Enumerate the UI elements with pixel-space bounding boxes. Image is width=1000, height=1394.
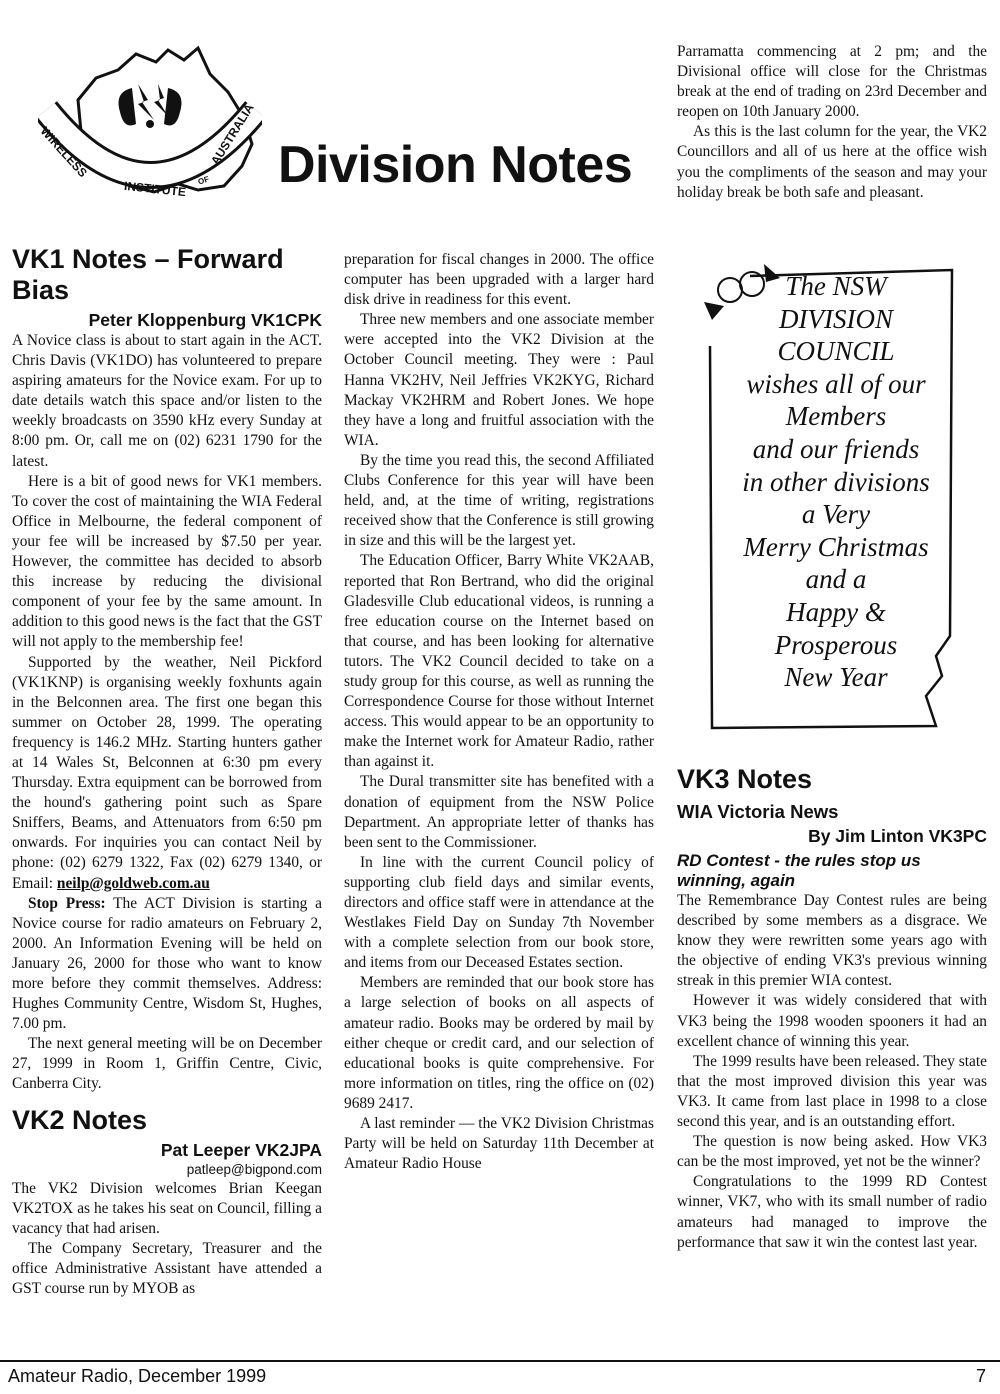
vk2-paragraph-3: preparation for fiscal changes in 2000. The office computer has been upgraded with a larger hard disk drive in readiness for this event.	[344, 251, 654, 309]
stop-press-label: Stop Press:	[28, 894, 106, 912]
greeting-line: COUNCIL	[777, 336, 895, 367]
vk2-paragraph-2: The Company Secretary, Treasurer and the office Administrative Assistant have attended a GST course run by MYOB as	[12, 1239, 322, 1298]
vk2-paragraph-4: Three new members and one associate member were accepted into the VK2 Division at the October Council meeting. They were : Paul Hanna VK2HV, Neil Jeffries VK2KYG, Richard Mackay VK2HRM and Robert Jones. We hope they have a long and fruitful association with the WIA.	[344, 311, 654, 449]
greeting-text	[730, 270, 942, 694]
logo-text-of: OF	[196, 174, 211, 187]
vk1-paragraph-2: Here is a bit of good news for VK1 members. To cover the cost of maintaining the WIA Federal Office in Melbourne, the federal component of your fee will be increased by $7.50 per year. However, the committee has decided to absorb this increase by reducing the divisional component of your fee by the same amount. In addition to this good news is the fact that the GST will not apply to the membership fee!	[12, 472, 322, 651]
column-3-top	[677, 42, 987, 203]
vk3-paragraph-3: The 1999 results have been released. They state that the most improved division this year was VK3. It came from last place in 1998 to a close second this year, and is an outstanding effort.	[677, 1052, 987, 1131]
vk3-paragraph-4: The question is now being asked. How VK3 can be the most improved, yet not be the winner?	[677, 1133, 987, 1171]
vk3-paragraph-1: The Remembrance Day Contest rules are being described by some members as a disgrace. We know they were rewritten some years ago with the objective of ending VK3's previous winning streak in this premier WIA contest.	[677, 892, 987, 990]
vk1-email-link[interactable]: neilp@goldweb.com.au	[56, 874, 210, 892]
vk3-paragraph-5: Congratulations to the 1999 RD Contest winner, VK7, who with its small number of radio amateurs had managed to improve the performance that saw it win the contest last year.	[677, 1173, 987, 1251]
vk3-paragraph-2: However it was widely considered that with VK3 being the 1998 wooden spooners it had an excellent chance of winning this year.	[677, 992, 987, 1050]
greeting-line: a Very	[801, 499, 871, 530]
logo-text-australia: AUSTRALIA	[208, 101, 257, 168]
greeting-line: and a	[805, 564, 867, 595]
column-1	[12, 244, 322, 1299]
column-3-bottom	[677, 764, 987, 1253]
wia-logo	[38, 40, 262, 208]
vk2-paragraph-1: The VK2 Division welcomes Brian Keegan VK2TOX as he takes his seat on Council, filling a vacancy that had arisen.	[12, 1179, 322, 1237]
greeting-line: Merry Christmas	[743, 531, 929, 562]
vk2-paragraph-11: Parramatta commencing at 2 pm; and the Divisional office will close for the Christmas break at the end of trading on 23rd December and reopen on 10th January 2000.	[677, 43, 987, 121]
vk2-paragraph-6: The Education Officer, Barry White VK2AAB, reported that Ron Bertrand, who did the original Gladesville Club educational videos, is running a free education course on the Internet based on that course, and has been looking for alternative tutors. The VK2 Council decided to take on a study group for this course, as well as running the Correspondence Course for those without Internet access. This would appear to be an opportunity to make the Internet work for Amateur Radio, rather than against it.	[344, 552, 654, 771]
greeting-line: in other divisions	[742, 466, 930, 497]
vk1-paragraph-3-text: Supported by the weather, Neil Pickford (VK1KNP) is organising weekly foxhunts again in the Belconnen area. The first one began this summer on October 28, 1999. The operating frequency is 146.2 MHz. Starting hunters gather at 14 Wales St, Belconnen at 6:30 pm every Thursday. Extra equipment can be borrowed from the hound's gathering point such as Spare Sniffers, Beams, and Attenuators from 6:50 pm onwards. For inquiries you can contact Neil by phone: (02) 6279 1322, Fax (02) 6279 1340, or Email:	[12, 653, 322, 892]
column-2	[344, 250, 654, 1174]
vk2-paragraph-8: In line with the current Council policy of supporting club field days and similar events, directors and office staff were in attendance at the Westlakes Field Day on Sunday 7th November with a complete selection from our book store, and items from our Deceased Estates section.	[344, 853, 654, 972]
vk2-paragraph-12: As this is the last column for the year, the VK2 Councillors and all of us here at the office wish you the compliments of the season and may your holiday break be both safe and pleasant.	[677, 123, 987, 201]
greeting-line: and our friends	[752, 433, 920, 464]
logo-text-wireless: WIRELESS	[37, 124, 90, 180]
footer-publication: Amateur Radio, December 1999	[8, 1366, 267, 1386]
logo-text-institute: INSTITUTE	[123, 178, 187, 200]
vk1-paragraph-1: A Novice class is about to start again in the ACT. Chris Davis (VK1DO) has volunteered to prepare aspiring amateurs for the Novice exam. For up to date details watch this space and/or listen to the weekly broadcasts on 3590 kHz every Sunday at 8:00 pm. Or, call me on (02) 6231 1790 for the latest.	[12, 332, 322, 470]
vk2-byline: Pat Leeper VK2JPA	[160, 1139, 322, 1160]
greeting-line: Members	[785, 401, 887, 432]
vk3-byline: By Jim Linton VK3PC	[808, 826, 987, 846]
vk1-byline: Peter Kloppenburg VK1CPK	[88, 310, 322, 330]
vk2-paragraph-10: A last reminder — the VK2 Division Christmas Party will be held on Saturday 11th December at Amateur Radio House	[344, 1115, 654, 1173]
greeting-line: Happy &	[786, 596, 886, 627]
vk2-paragraph-9: Members are reminded that our book store has a large selection of books on all aspects of amateur radio. Books may be ordered by mail by either cheque or credit card, and our selection of educational books is quite comprehensive. For more information on titles, ring the office on (02) 9689 2417.	[344, 974, 654, 1112]
greeting-line: wishes all of our	[746, 368, 926, 399]
greeting-line: DIVISION	[779, 303, 893, 334]
greeting-line: New Year	[784, 662, 888, 693]
page-title: Division Notes	[278, 136, 633, 194]
vk2-heading: VK2 Notes	[12, 1104, 148, 1135]
vk3-article-title: RD Contest - the rules stop us winning, again	[677, 851, 921, 890]
vk1-paragraph-3	[12, 653, 322, 894]
vk1-paragraph-5: The next general meeting will be on December 27, 1999 in Room 1, Griffin Centre, Civic, Canberra City.	[12, 1035, 322, 1093]
vk1-paragraph-4-text: The ACT Division is starting a Novice course for radio amateurs on February 2, 2000. An Information Evening will be held on January 26, 2000 for those who want to know more before they commit themselves. Address: Hughes Community Centre, Wisdom St, Hughes, 7.00 pm.	[12, 894, 322, 1033]
vk3-subheading: WIA Victoria News	[677, 801, 839, 822]
page-number: 7	[975, 1366, 986, 1386]
greeting-line: The NSW	[785, 271, 887, 301]
vk2-email: patleep@bigpond.com	[186, 1161, 322, 1177]
christmas-greeting	[690, 256, 960, 752]
vk1-heading: VK1 Notes – Forward Bias	[12, 244, 284, 305]
footer-divider	[0, 1360, 1000, 1362]
vk1-paragraph-4	[12, 894, 322, 1035]
vk3-heading: VK3 Notes	[677, 764, 813, 794]
vk2-paragraph-7: The Dural transmitter site has benefited with a donation of equipment from the NSW Police Department. An appropriate letter of thanks has been sent to the Commissioner.	[344, 773, 654, 851]
greeting-line: Prosperous	[774, 629, 898, 660]
vk2-paragraph-5: By the time you read this, the second Affiliated Clubs Conference for this year will have been held, and, at the time of writing, registrations received show that the Conference is still growing in size and this will be the largest yet.	[344, 451, 654, 550]
